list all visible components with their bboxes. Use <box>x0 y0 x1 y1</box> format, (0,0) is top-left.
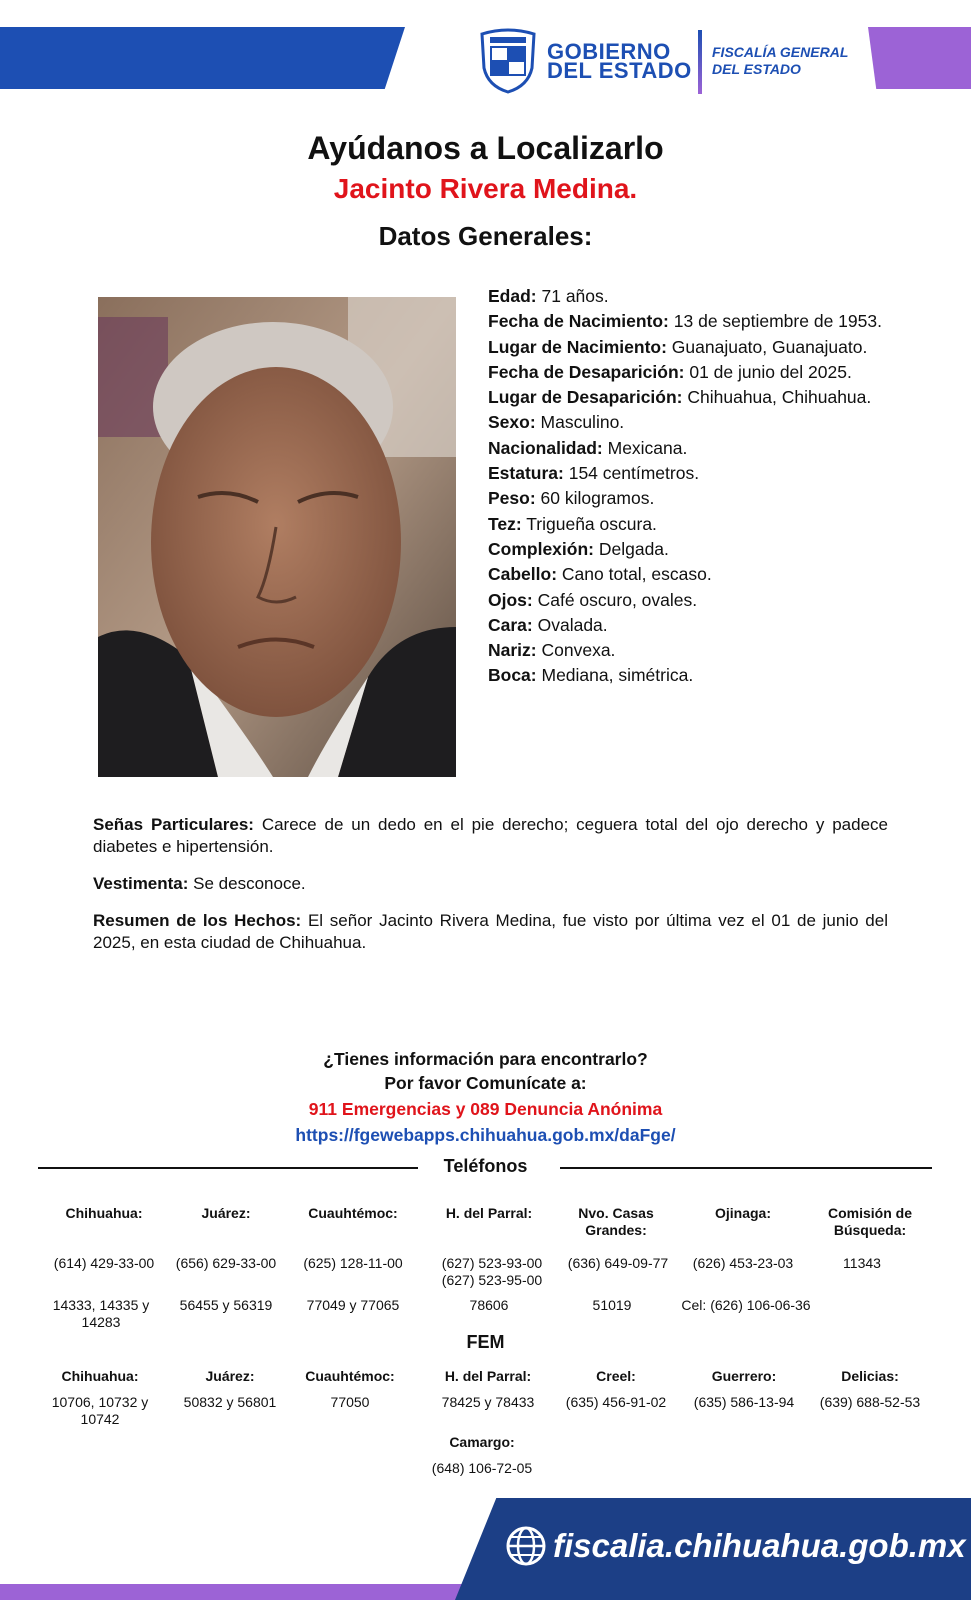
fem-value: 10706, 10732 y 10742 <box>51 1394 149 1427</box>
person-name: Jacinto Rivera Medina. <box>333 173 638 204</box>
field-label: Lugar de Desaparición: <box>488 387 683 408</box>
cta-question: ¿Tienes información para encontrarlo? <box>323 1049 648 1069</box>
fem-header: Juárez: <box>205 1368 255 1384</box>
tel-ext: 51019 <box>592 1297 632 1313</box>
field-value: Masculino. <box>535 412 625 433</box>
tel-header: Juárez: <box>201 1205 251 1221</box>
fem-title: FEM <box>466 1332 505 1352</box>
section-title: Datos Generales: <box>378 221 593 251</box>
field-label: Ojos: <box>488 589 533 610</box>
tel-ext: 78606 <box>469 1297 509 1313</box>
tel-phone: (626) 453-23-03 <box>692 1255 794 1271</box>
tel-header: Ojinaga: <box>714 1205 771 1221</box>
fiscalia-line1: FISCALÍA GENERAL <box>712 44 849 60</box>
field-label: Peso: <box>488 488 536 509</box>
cta-please: Por favor Comunícate a: <box>384 1073 587 1093</box>
fem-header: Delicias: <box>841 1368 899 1384</box>
field-value: 13 de septiembre de 1953. <box>668 311 882 332</box>
fiscalia-line2: DEL ESTADO <box>712 61 801 77</box>
tel-phone: (614) 429-33-00 <box>53 1255 155 1271</box>
telefonos-title: Teléfonos <box>443 1156 528 1176</box>
cta-url-link[interactable]: https://fgewebapps.chihuahua.gob.mx/daFge/ <box>295 1125 676 1145</box>
field-label: Fecha de Nacimiento: <box>488 311 669 332</box>
fem-extra-value: (648) 106-72-05 <box>431 1460 533 1476</box>
field-value: 71 años. <box>536 286 609 306</box>
globe-icon <box>505 1525 547 1567</box>
fem-header: Creel: <box>596 1368 636 1384</box>
field-value: 154 centímetros. <box>563 463 700 484</box>
field-value: Trigueña oscura. <box>521 513 657 534</box>
field-label: Nacionalidad: <box>488 437 603 458</box>
senas-label: Señas Particulares: <box>93 815 254 834</box>
field-label: Nariz: <box>488 640 537 661</box>
vestimenta-label: Vestimenta: <box>93 874 189 893</box>
resumen-value: El señor Jacinto Rivera Medina, fue visto por última vez el 01 de junio del 2025, en esta ciudad de Chihuahua. <box>93 911 888 952</box>
field-value: Café oscuro, ovales. <box>532 589 698 610</box>
field-value: Cano total, escaso. <box>557 564 712 585</box>
field-label: Sexo: <box>488 412 536 433</box>
field-value: Ovalada. <box>532 614 608 635</box>
fem-value: 78425 y 78433 <box>441 1394 535 1410</box>
field-value: 60 kilogramos. <box>535 488 655 509</box>
fem-value: (639) 688-52-53 <box>819 1394 921 1410</box>
page-title: Ayúdanos a Localizarlo <box>307 130 664 166</box>
tel-header: H. del Parral: <box>445 1205 533 1221</box>
tel-phone: (636) 649-09-77 <box>567 1255 669 1271</box>
field-label: Cara: <box>488 614 533 635</box>
field-value: Mexicana. <box>602 437 688 458</box>
tel-header: Comisión de Búsqueda: <box>827 1205 912 1238</box>
field-label: Tez: <box>488 513 522 534</box>
field-label: Lugar de Nacimiento: <box>488 336 667 357</box>
tel-header: Nvo. Casas Grandes: <box>578 1205 654 1238</box>
tel-ext: 56455 y 56319 <box>179 1297 273 1313</box>
tel-ext: 14333, 14335 y 14283 <box>52 1297 150 1330</box>
fem-value: (635) 456-91-02 <box>565 1394 667 1410</box>
tel-phone: (625) 128-11-00 <box>303 1255 403 1271</box>
vestimenta-value: Se desconoce. <box>188 874 306 893</box>
field-label: Fecha de Desaparición: <box>488 361 685 382</box>
resumen-label: Resumen de los Hechos: <box>93 911 302 930</box>
field-label: Cabello: <box>488 564 558 585</box>
tel-phone: 11343 <box>843 1255 881 1271</box>
fem-value: 77050 <box>330 1394 370 1410</box>
fem-header: H. del Parral: <box>444 1368 532 1384</box>
footer-purple-bar <box>0 1584 480 1600</box>
fem-header: Chihuahua: <box>61 1368 139 1384</box>
fem-header: Guerrero: <box>711 1368 777 1384</box>
field-label: Boca: <box>488 665 537 686</box>
field-label: Complexión: <box>488 538 594 559</box>
footer-site-link[interactable]: fiscalia.chihuahua.gob.mx <box>553 1527 966 1564</box>
tel-ext: 77049 y 77065 <box>306 1297 400 1313</box>
field-value: Chihuahua, Chihuahua. <box>682 387 872 408</box>
field-label: Edad: <box>488 286 537 306</box>
field-label: Estatura: <box>488 463 564 484</box>
field-value: 01 de junio del 2025. <box>684 361 852 382</box>
gobierno-line2: DEL ESTADO <box>547 58 692 83</box>
field-value: Guanajuato, Guanajuato. <box>666 336 868 357</box>
tel-ext: Cel: (626) 106-06-36 <box>681 1297 811 1313</box>
tel-header: Chihuahua: <box>65 1205 143 1221</box>
tel-phone: (656) 629-33-00 <box>175 1255 277 1271</box>
cta-emergency: 911 Emergencias y 089 Denuncia Anónima <box>308 1099 663 1119</box>
fem-extra-header: Camargo: <box>449 1434 515 1450</box>
fem-value: (635) 586-13-94 <box>693 1394 795 1410</box>
tel-phone: (627) 523-93-00 (627) 523-95-00 <box>441 1255 543 1288</box>
field-value: Mediana, simétrica. <box>536 665 694 686</box>
field-value: Convexa. <box>536 640 616 661</box>
tel-header: Cuauhtémoc: <box>308 1205 398 1221</box>
field-value: Delgada. <box>593 538 669 559</box>
gobierno-line1: GOBIERNO <box>547 39 671 64</box>
fem-value: 50832 y 56801 <box>183 1394 277 1410</box>
senas-value: Carece de un dedo en el pie derecho; ceguera total del ojo derecho y padece diabetes e hipertensión. <box>93 815 888 856</box>
fem-header: Cuauhtémoc: <box>305 1368 395 1384</box>
